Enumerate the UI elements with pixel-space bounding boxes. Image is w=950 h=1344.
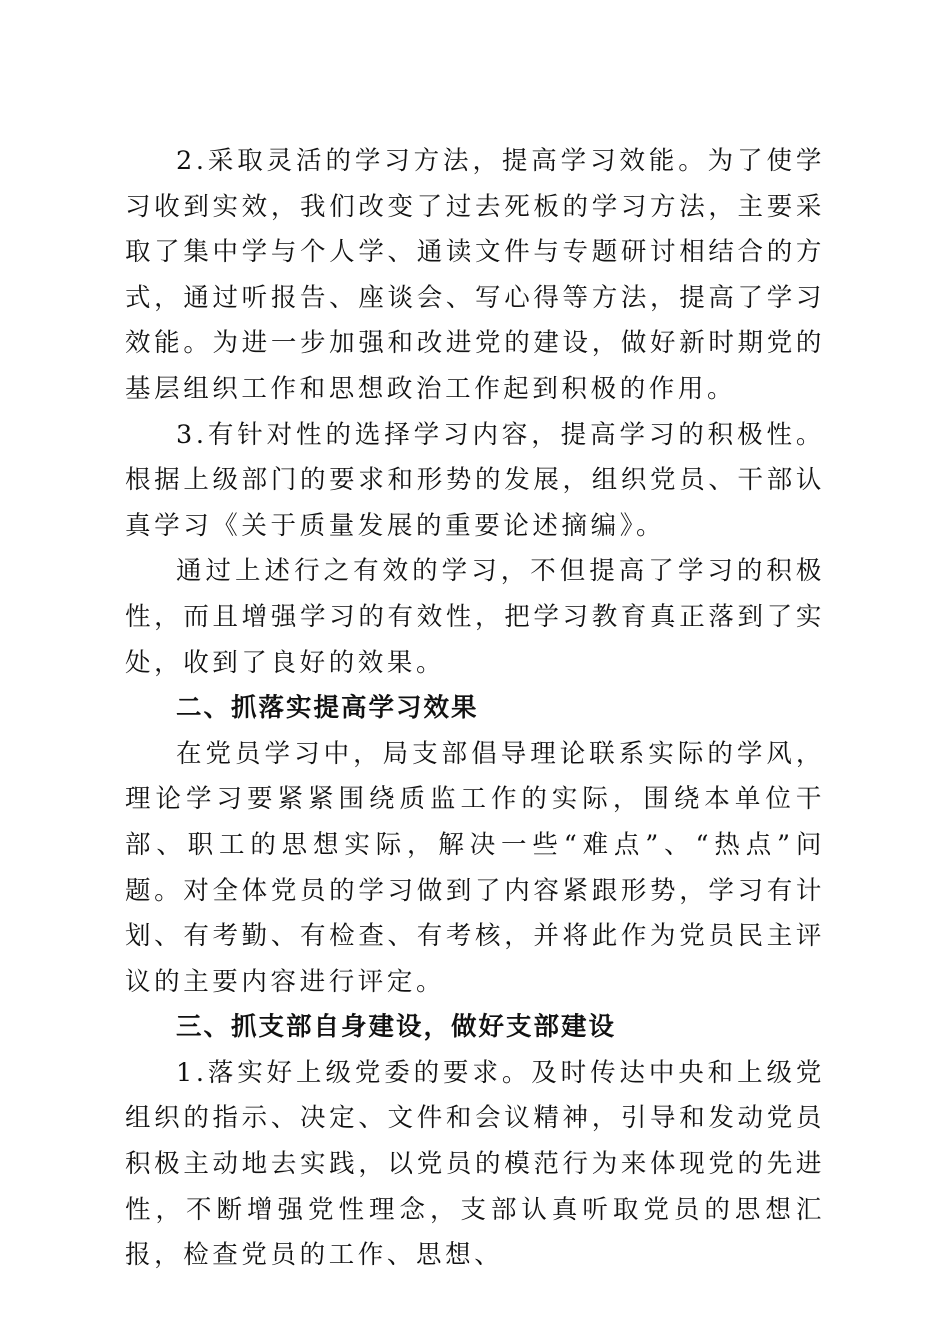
paragraph-study-content: 3.有针对性的选择学习内容，提高学习的积极性。根据上级部门的要求和形势的发展，组织党员、干部认真学习《关于质量发展的重要论述摘编》。 [125,419,825,541]
paragraph-study-summary: 通过上述行之有效的学习，不但提高了学习的积极性，而且增强学习的有效性，把学习教育真正落到了实处，收到了良好的效果。 [125,556,825,678]
paragraph-branch-building: 1.落实好上级党委的要求。及时传达中央和上级党组织的指示、决定、文件和会议精神，引导和发动党员积极主动地去实践，以党员的模范行为来体现党的先进性，不断增强党性理念，支部认真听取党员的思想汇报，检查党员的工作、思想、 [125,1057,825,1271]
section-heading-2: 二、抓落实提高学习效果 [176,693,479,724]
paragraph-study-method: 2.采取灵活的学习方法，提高学习效能。为了使学习收到实效，我们改变了过去死板的学习方法，主要采取了集中学与个人学、通读文件与专题研讨相结合的方式，通过听报告、座谈会、写心得等方法，提高了学习效能。为进一步加强和改进党的建设，做好新时期党的基层组织工作和思想政治工作起到积极的作用。 [125,146,825,404]
paragraph-implementation: 在党员学习中，局支部倡导理论联系实际的学风，理论学习要紧紧围绕质监工作的实际，围绕本单位干部、职工的思想实际，解决一些“难点”、“热点”问题。对全体党员的学习做到了内容紧跟形势，学习有计划、有考勤、有检查、有考核，并将此作为党员民主评议的主要内容进行评定。 [125,738,825,997]
document-body [125,139,825,1279]
section-heading-3: 三、抓支部自身建设，做好支部建设 [176,1012,617,1043]
